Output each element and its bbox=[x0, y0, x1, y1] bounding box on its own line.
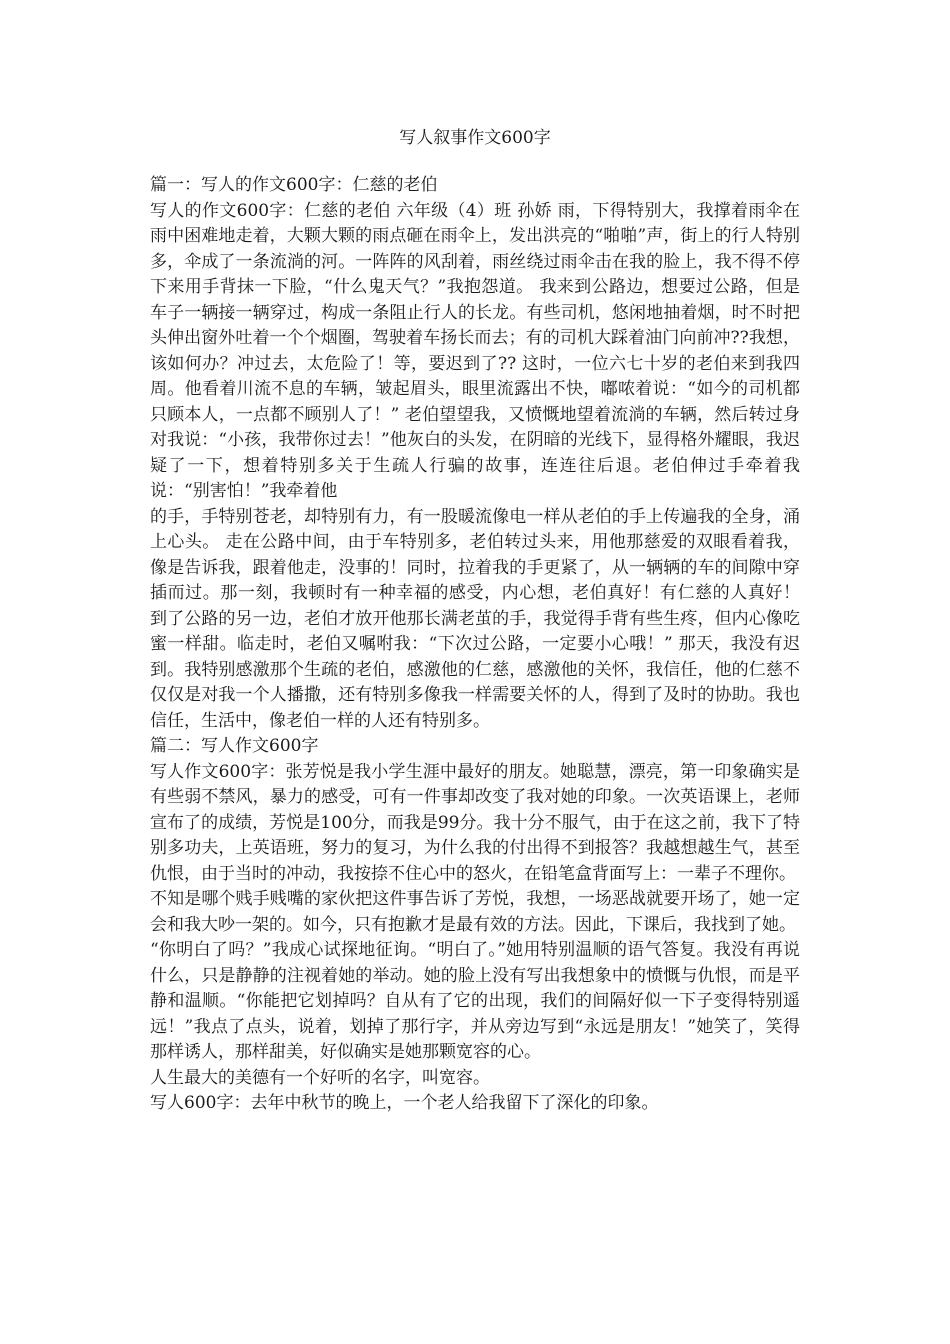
section-heading-2: 篇二：写人作文600字 bbox=[150, 736, 319, 756]
paragraph: “你明白了吗？”我成心试探地征询。“明白了。”她用特别温顺的语气答复。我没有再说什么，只是静静的注视着她的举动。她的脸上没有写出我想象中的愤慨与仇恨，而是平静和温顺。“你能把它划掉吗？自从有了它的出现，我们的间隔好似一下子变得特别遥远！”我点了点头，说着，划掉了那行字，并从旁边写到“永远是朋友！”她笑了，笑得那样诱人，那样甜美，好似确实是她那颗宽容的心。 bbox=[150, 940, 800, 1062]
section-heading-1: 篇一：写人的作文600字：仁慈的老伯 bbox=[150, 175, 438, 195]
document-body bbox=[150, 173, 800, 1117]
paragraph: 写人作文600字：张芳悦是我小学生涯中最好的朋友。她聪慧，漂亮，第一印象确实是有些弱不禁风，暴力的感受，可有一件事却改变了我对她的印象。一次英语课上，老师宣布了的成绩，芳悦是100分，而我是99分。我十分不服气，由于在这之前，我下了特别多功夫，上英语班，努力的复习，为什么我的付出得不到报答？我越想越生气，甚至仇恨，由于当时的冲动，我按捺不住心中的怒火，在铅笔盒背面写上：一辈子不理你。 bbox=[150, 761, 800, 884]
paragraph: 写人的作文600字：仁慈的老伯 六年级（4）班 孙娇 雨，下得特别大，我撑着雨伞在雨中困难地走着，大颗大颗的雨点砸在雨伞上，发出洪亮的“啪啪”声，街上的行人特别多，伞成了一条流淌的河。一阵阵的风刮着，雨丝绕过雨伞击在我的脸上，我不得不停下来用手背抹一下脸，“什么鬼天气？”我抱怨道。 我来到公路边，想要过公路，但是车子一辆接一辆穿过，构成一条阻止行人的长龙。有些司机，悠闲地抽着烟，时不时把头伸出窗外吐着一个个烟圈，驾驶着车扬长而去；有的司机大踩着油门向前冲??我想，该如何办？冲过去，太危险了！等，要迟到了?? 这时，一位六七十岁的老伯来到我四周。他看着川流不息的车辆，皱起眉头，眼里流露出不快，嘟哝着说：“如今的司机都只顾本人，一点都不顾别人了！” 老伯望望我，又愤慨地望着流淌的车辆，然后转过身对我说：“小孩，我带你过去！”他灰白的头发，在阴暗的光线下，显得格外耀眼，我迟疑了一下，想着特别多关于生疏人行骗的故事，连连往后退。老伯伸过手牵着我说：“别害怕！”我牵着他 bbox=[150, 200, 800, 501]
paragraph: 人生最大的美德有一个好听的名字，叫宽容。 bbox=[150, 1067, 490, 1088]
paragraph: 写人600字：去年中秋节的晚上，一个老人给我留下了深化的印象。 bbox=[150, 1093, 659, 1113]
document-title: 写人叙事作文600字 bbox=[399, 128, 551, 148]
paragraph: 的手，手特别苍老，却特别有力，有一股暖流像电一样从老伯的手上传遍我的全身，涌上心头。 走在公路中间，由于车特别多，老伯转过头来，用他那慈爱的双眼看着我，像是告诉我，跟着他走，没事的！同时，拉着我的手更紧了，从一辆辆的车的间隙中穿插而过。那一刻，我顿时有一种幸福的感受，内心想，老伯真好！有仁慈的人真好！ 到了公路的另一边，老伯才放开他那长满老茧的手，我觉得手背有些生疼，但内心像吃蜜一样甜。临走时，老伯又嘱咐我：“下次过公路，一定要小心哦！” 那天，我没有迟到。我特别感激那个生疏的老伯，感激他的仁慈，感激他的关怀，我信任，他的仁慈不仅仅是对我一个人播撒，还有特别多像我一样需要关怀的人，得到了及时的协助。我也信任，生活中，像老伯一样的人还有特别多。 bbox=[150, 506, 800, 731]
paragraph: 不知是哪个贱手贱嘴的家伙把这件事告诉了芳悦，我想，一场恶战就要开场了，她一定会和我大吵一架的。如今，只有抱歉才是最有效的方法。因此，下课后，我找到了她。 bbox=[150, 889, 800, 935]
